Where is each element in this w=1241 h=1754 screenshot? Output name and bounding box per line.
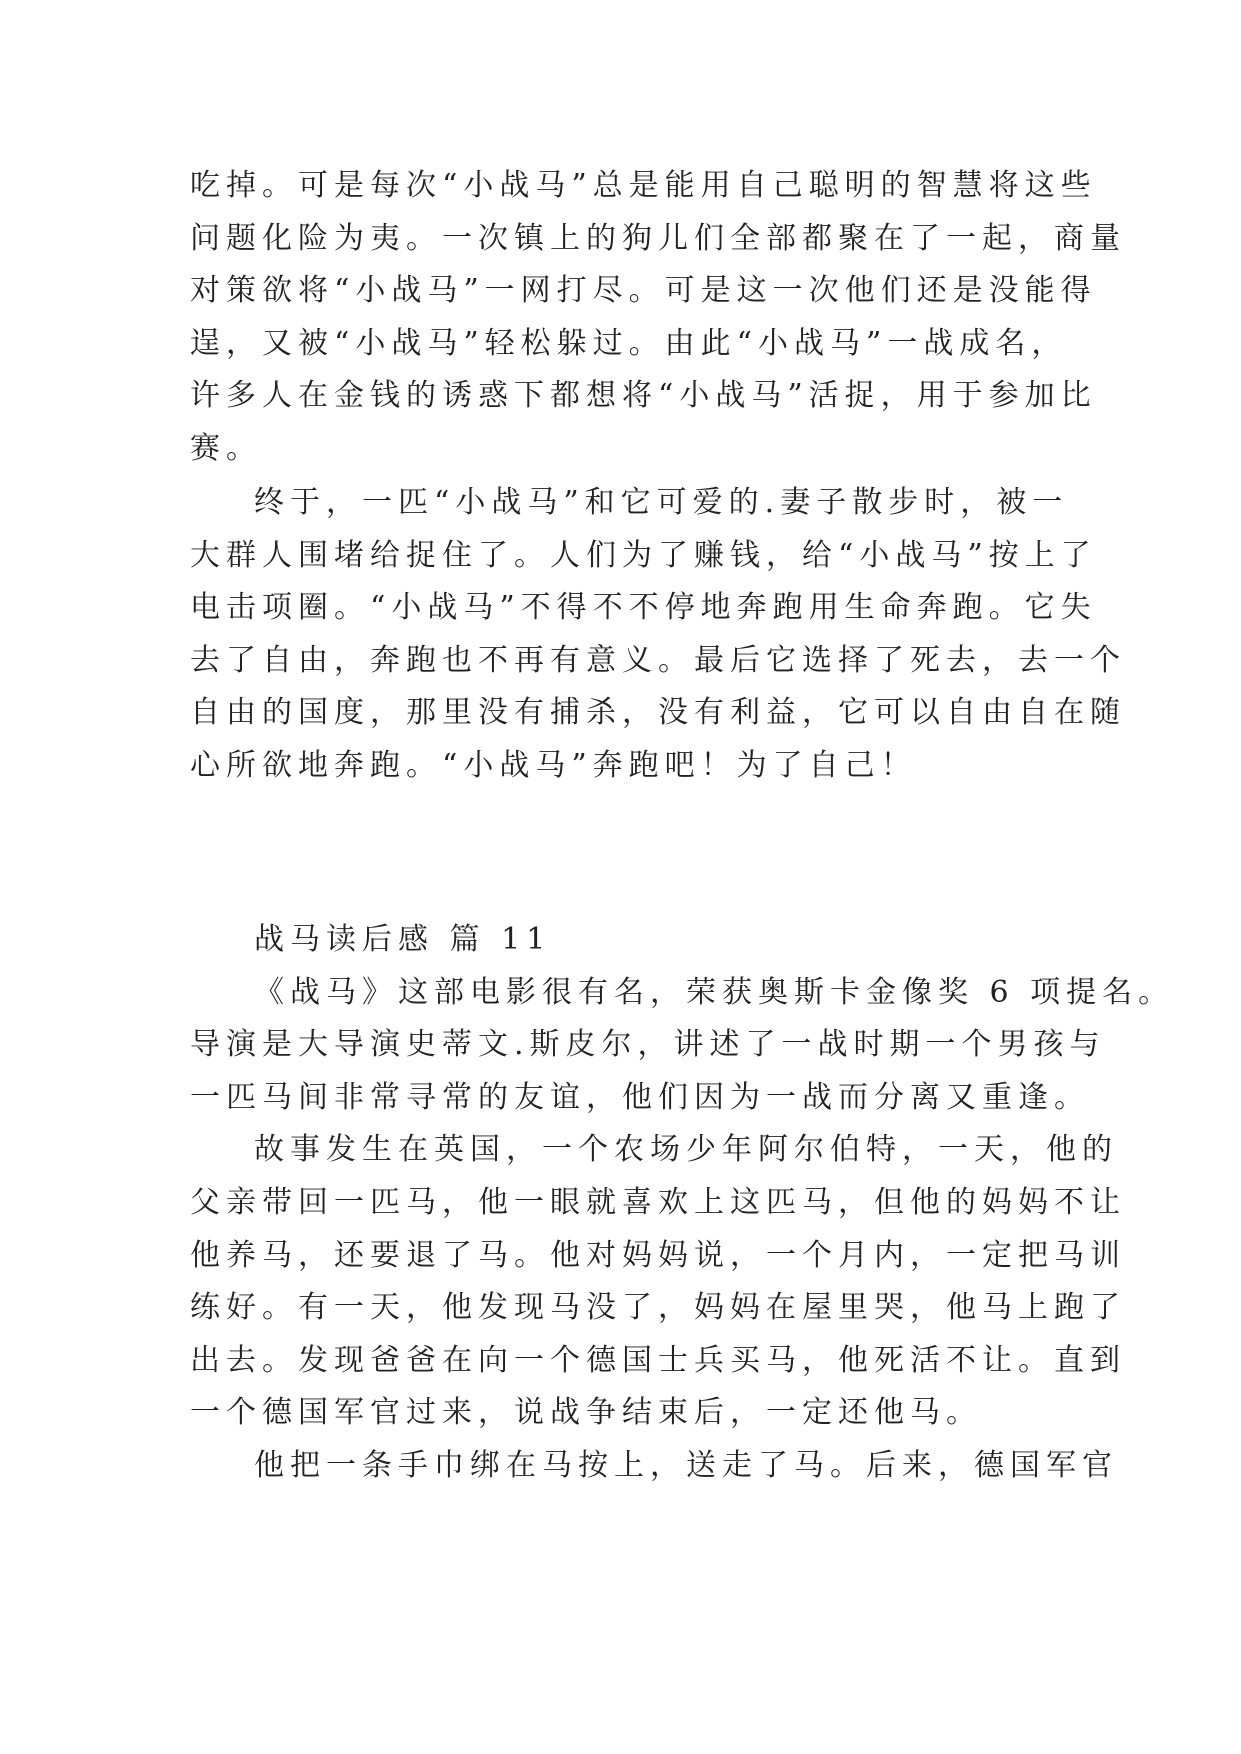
text-line: 练好。有一天，他发现马没了，妈妈在屋里哭，他马上跑了: [190, 1290, 1126, 1326]
text-line: 去了自由，奔跑也不再有意义。最后它选择了死去，去一个: [190, 642, 1126, 678]
text-line: 一匹马间非常寻常的友谊，他们因为一战而分离又重逢。: [190, 1079, 1090, 1115]
text-line: 许多人在金钱的诱惑下都想将“小战马”活捉，用于参加比: [190, 378, 1097, 414]
text-line: 对策欲将“小战马”一网打尽。可是这一次他们还是没能得: [190, 273, 1097, 309]
text-line: 电击项圈。“小战马”不得不不停地奔跑用生命奔跑。它失: [190, 590, 1097, 626]
text-line: 自由的国度，那里没有捕杀，没有利益，它可以自由自在随: [190, 695, 1126, 731]
text-line: 终于，一匹“小战马”和它可爱的.妻子散步时，被一: [254, 485, 1069, 520]
story-paragraph-1: [190, 160, 1126, 476]
text-line: 逞，又被“小战马”轻松躲过。由此“小战马”一战成名，: [190, 325, 1068, 361]
text-line: 《战马》这部电影很有名，荣获奥斯卡金像奖 6 项提名。: [254, 974, 1175, 1010]
essay-paragraph-1: [190, 967, 1175, 1125]
text-line: 心所欲地奔跑。“小战马”奔跑吧！为了自己！: [190, 747, 917, 783]
essay-paragraph-3: [190, 1440, 1118, 1493]
text-line: 大群人围堵给捉住了。人们为了赚钱，给“小战马”按上了: [190, 537, 1097, 573]
text-line: 一个德国军官过来，说战争结束后，一定还他马。: [190, 1395, 982, 1431]
essay-paragraph-2: [190, 1124, 1126, 1440]
text-line: 故事发生在英国，一个农场少年阿尔伯特，一天，他的: [254, 1132, 1118, 1168]
section-heading: 战马读后感 篇 11: [254, 922, 552, 957]
story-paragraph-2: [190, 477, 1126, 793]
text-line: 吃掉。可是每次“小战马”总是能用自己聪明的智慧将这些: [190, 168, 1097, 203]
essay-section: [190, 914, 1175, 1493]
text-line: 导演是大导演史蒂文.斯皮尔，讲述了一战时期一个男孩与: [190, 1027, 1106, 1063]
text-line: 父亲带回一匹马，他一眼就喜欢上这匹马，但他的妈妈不让: [190, 1184, 1126, 1220]
text-line: 问题化险为夷。一次镇上的狗儿们全部都聚在了一起，商量: [190, 220, 1126, 256]
text-line: 他养马，还要退了马。他对妈妈说，一个月内，一定把马训: [190, 1237, 1126, 1273]
text-line: 他把一条手巾绑在马按上，送走了马。后来，德国军官: [254, 1447, 1118, 1483]
text-line: 赛。: [190, 430, 262, 466]
text-line: 出去。发现爸爸在向一个德国士兵买马，他死活不让。直到: [190, 1342, 1126, 1378]
